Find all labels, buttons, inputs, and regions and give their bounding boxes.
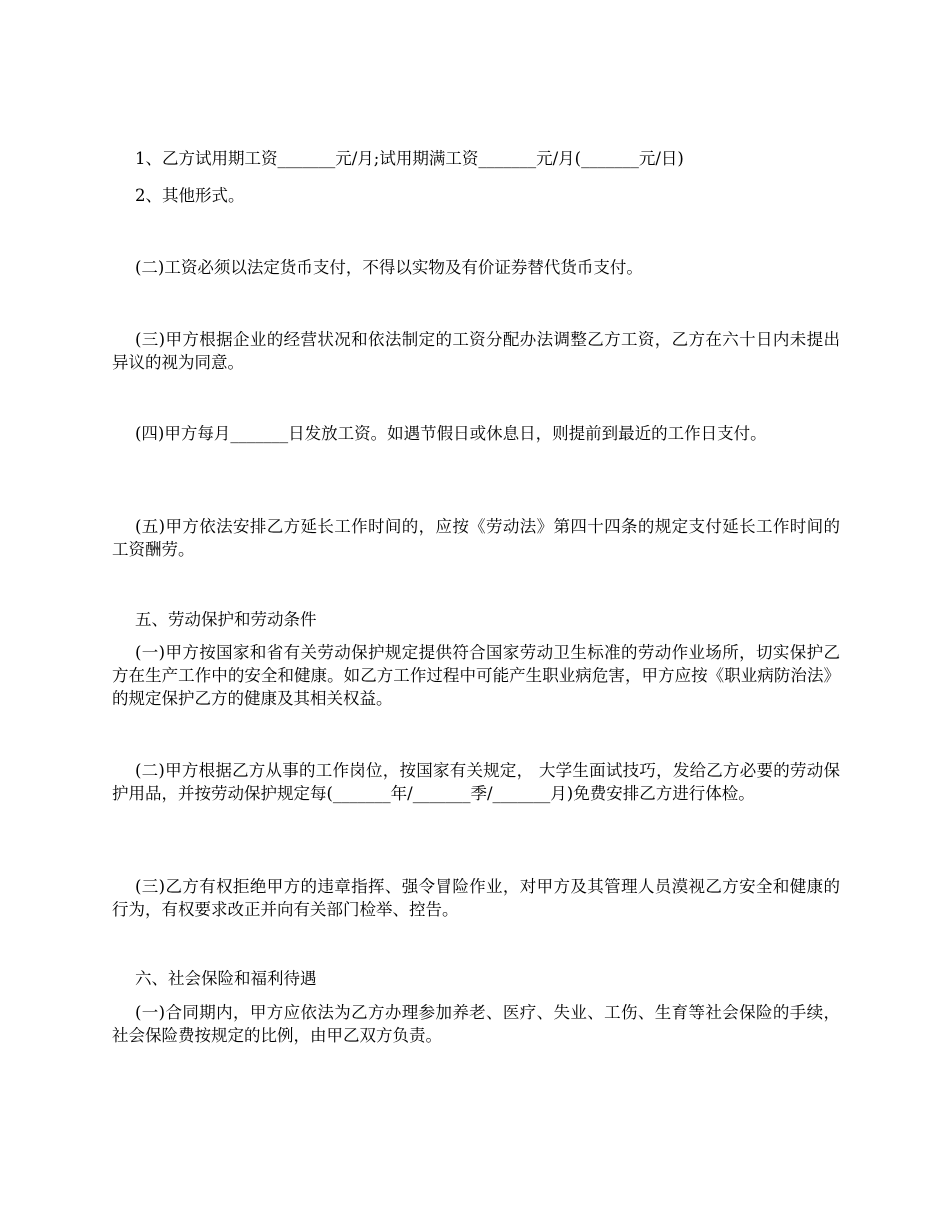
- section-heading-labor-protection: 五、劳动保护和劳动条件: [135, 610, 317, 629]
- paragraph-other-forms: 2、其他形式。: [135, 186, 245, 205]
- paragraph-salary-adjustment: (三)甲方根据企业的经营状况和依法制定的工资分配办法调整乙方工资，乙方在六十日内未提出异议的视为同意。: [112, 330, 840, 372]
- paragraph-payday: (四)甲方每月_______日发放工资。如遇节假日或休息日，则提前到最近的工作日支付。: [135, 424, 767, 443]
- paragraph-right-to-refuse: (三)乙方有权拒绝甲方的违章指挥、强令冒险作业，对甲方及其管理人员漠视乙方安全和健康的行为，有权要求改正并向有关部门检举、控告。: [112, 877, 840, 919]
- section-heading-social-insurance: 六、社会保险和福利待遇: [135, 969, 317, 988]
- paragraph-overtime-pay: (五)甲方依法安排乙方延长工作时间的，应按《劳动法》第四十四条的规定支付延长工作时间的工资酬劳。: [112, 517, 840, 559]
- paragraph-probation-salary: 1、乙方试用期工资_______元/月;试用期满工资_______元/月(_______元/日): [135, 149, 684, 168]
- paragraph-workplace-safety: (一)甲方按国家和省有关劳动保护规定提供符合国家劳动卫生标准的劳动作业场所，切实保护乙方在生产工作中的安全和健康。如乙方工作过程中可能产生职业病危害，甲方应按《职业病防治法》的规定保护乙方的健康及其相关权益。: [112, 643, 840, 708]
- paragraph-social-insurance: (一)合同期内，甲方应依法为乙方办理参加养老、医疗、失业、工伤、生育等社会保险的手续，社会保险费按规定的比例，由甲乙双方负责。: [112, 1003, 840, 1045]
- paragraph-protective-equipment: (二)甲方根据乙方从事的工作岗位，按国家有关规定， 大学生面试技巧，发给乙方必要的劳动保护用品，并按劳动保护规定每(_______年/_______季/_______月)免费安排乙方进行体检。: [112, 761, 840, 803]
- paragraph-legal-currency: (二)工资必须以法定货币支付，不得以实物及有价证券替代货币支付。: [135, 258, 643, 277]
